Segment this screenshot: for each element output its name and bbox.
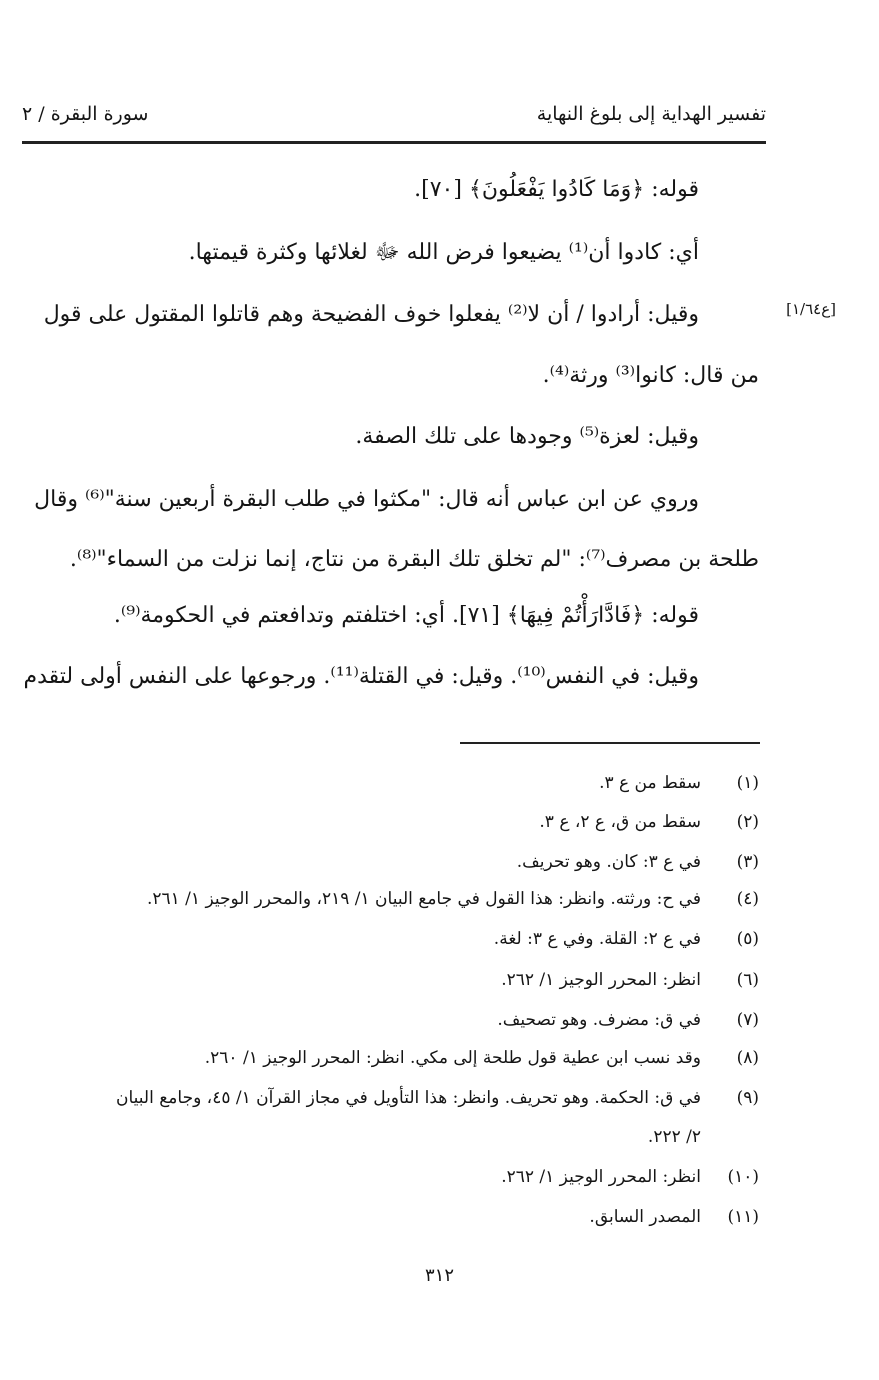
running-header (22, 100, 766, 128)
footnote-9 (116, 1088, 759, 1108)
footnote-number: (١١) (727, 1207, 759, 1227)
footnote-number: (٧) (736, 1010, 759, 1030)
footnote-3 (517, 852, 759, 872)
quran-verse: ﴿فَادَّارَأْتُمْ فِيهَا﴾ (506, 603, 645, 628)
body-line-6: وروي عن ابن عباس أنه قال: "مكثوا في طلب البقرة أربعين سنة"⁽⁶⁾ وقال (34, 487, 699, 512)
footnote-text: ٢/ ٢٢٢. (647, 1127, 701, 1147)
footnote-text: المصدر السابق. (589, 1207, 701, 1227)
footnote-4 (147, 889, 759, 909)
margin-manuscript-ref: [ع١/٦٤] (786, 300, 836, 318)
footnote-rule (460, 742, 760, 744)
footnote-2 (539, 812, 759, 832)
verse-number: [٧٠]. (414, 177, 469, 202)
line-1-prefix: قوله: (644, 177, 699, 202)
quran-verse: ﴿وَمَا كَادُوا يَفْعَلُونَ﴾ (468, 177, 645, 202)
footnote-8 (205, 1048, 759, 1068)
footnote-text: في ع ٣: كان. وهو تحريف. (516, 852, 701, 872)
body-line-3: وقيل: أرادوا / أن لا⁽²⁾ يفعلوا خوف الفضيحة وهم قاتلوا المقتول على قول (43, 302, 699, 327)
body-line-8 (114, 603, 699, 629)
footnote-number: (٢) (736, 812, 759, 832)
footnote-text: في ح: ورثته. وانظر: هذا القول في جامع البيان ١/ ٢١٩، والمحرر الوجيز ١/ ٢٦١. (146, 889, 701, 909)
footnote-text: انظر: المحرر الوجيز ١/ ٢٦٢. (501, 1167, 701, 1187)
body-line-9: وقيل: في النفس⁽¹⁰⁾. وقيل: في القتلة⁽¹¹⁾. ورجوعها على النفس أولى لتقدم (23, 664, 699, 689)
footnote-number: (٦) (736, 970, 759, 990)
line-8-prefix: قوله: (644, 603, 699, 628)
book-title: تفسير الهداية إلى بلوغ النهاية (536, 103, 766, 125)
footnote-1 (599, 773, 759, 793)
header-rule (22, 141, 766, 144)
footnote-text: سقط من ع ٣. (599, 773, 701, 793)
footnote-number: (٤) (736, 889, 759, 909)
footnote-text: في ع ٢: القلة. وفي ع ٣: لغة. (493, 929, 701, 949)
footnote-11 (589, 1207, 759, 1227)
body-line-7: طلحة بن مصرف⁽⁷⁾: "لم تخلق تلك البقرة من نتاج، إنما نزلت من السماء"⁽⁸⁾. (69, 547, 759, 572)
footnote-text: انظر: المحرر الوجيز ١/ ٢٦٢. (501, 970, 701, 990)
footnote-number: (٥) (736, 929, 759, 949)
footnote-number: (٩) (736, 1088, 759, 1108)
body-line-4: من قال: كانوا⁽³⁾ ورثة⁽⁴⁾. (542, 363, 759, 388)
footnote-5 (494, 929, 759, 949)
footnote-number: (١٠) (727, 1167, 759, 1187)
body-line-2: أي: كادوا أن⁽¹⁾ يضيعوا فرض الله ﷻ لغلائها وكثرة قيمتها. (188, 240, 699, 265)
page-number: ٣١٢ (424, 1265, 454, 1286)
footnote-text: في ق: الحكمة. وهو تحريف. وانظر: هذا التأويل في مجاز القرآن ١/ ٤٥، وجامع البيان (116, 1088, 701, 1108)
footnote-text: سقط من ق، ع ٢، ع ٣. (539, 812, 701, 832)
footnote-9-continuation (648, 1127, 759, 1147)
line-8-suffix: [٧١]. أي: اختلفتم وتدافعتم في الحكومة⁽⁹⁾. (113, 603, 507, 628)
footnote-number: (٨) (736, 1048, 759, 1068)
surah-label: سورة البقرة / ٢ (22, 103, 149, 125)
footnote-10 (501, 1167, 759, 1187)
body-line-1 (414, 177, 699, 203)
body-line-5: وقيل: لعزة⁽⁵⁾ وجودها على تلك الصفة. (355, 424, 699, 449)
footnote-6 (501, 970, 759, 990)
footnote-text: وقد نسب ابن عطية قول طلحة إلى مكي. انظر: المحرر الوجيز ١/ ٢٦٠. (204, 1048, 701, 1068)
footnote-text: في ق: مضرف. وهو تصحيف. (497, 1010, 701, 1030)
footnote-number: (٣) (736, 852, 759, 872)
footnote-7 (497, 1010, 759, 1030)
footnote-number: (١) (736, 773, 759, 793)
